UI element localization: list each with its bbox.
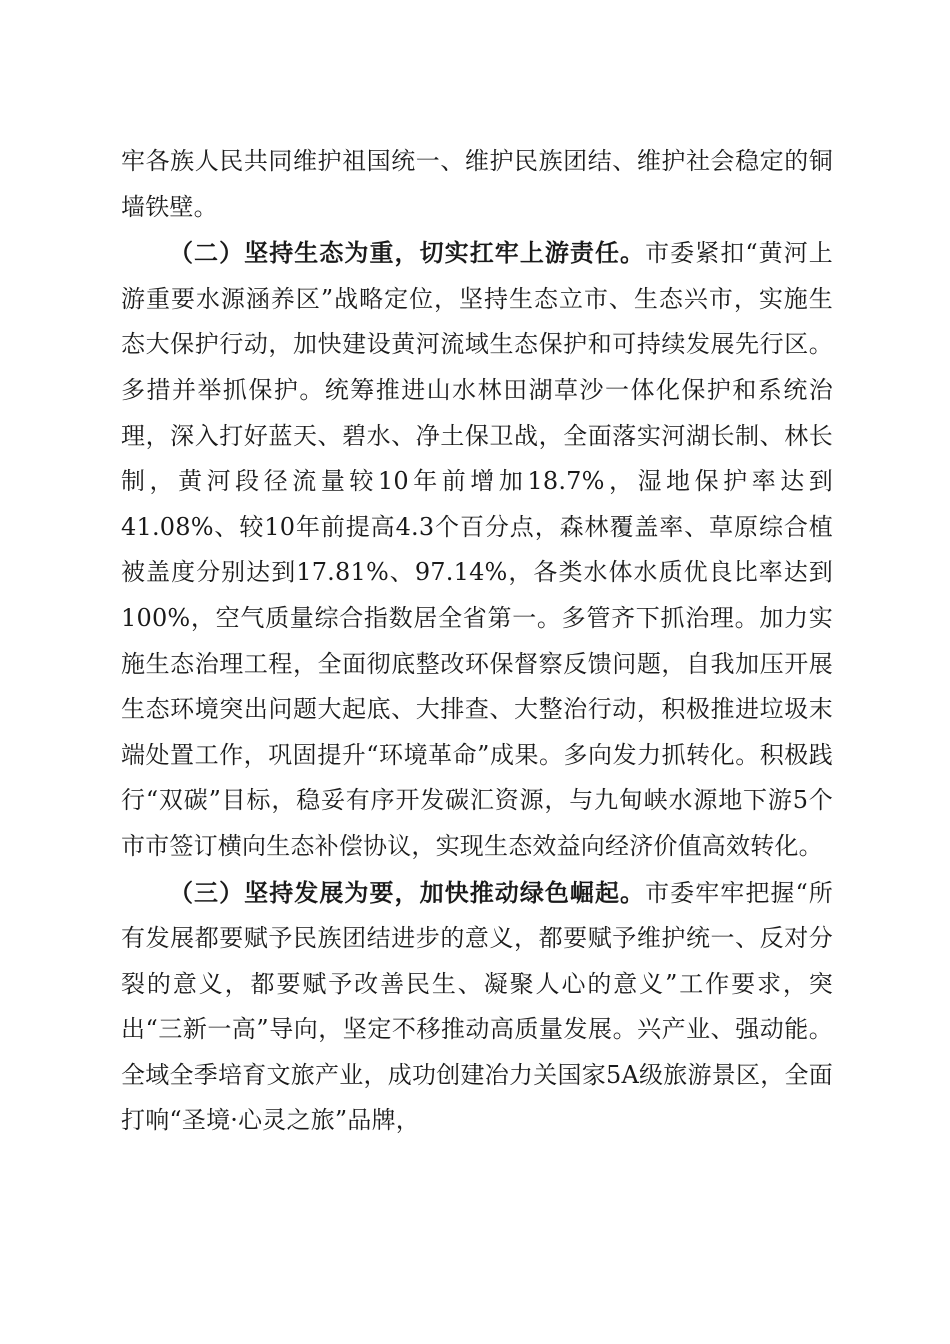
- paragraph-text: 市委牢牢把握“所有发展都要赋予民族团结进步的意义，都要赋予维护统一、反对分裂的意义，都要赋予改善民生、凝聚人心的意义”工作要求，突出“三新一高”导向，坚定不移推动高质量发展。兴产业、强动能。全域全季培育文旅产业，成功创建冶力关国家5A级旅游景区，全面打响“圣境·心灵之旅”品牌，: [121, 878, 833, 1135]
- section-heading-ecology: （二）坚持生态为重，切实扛牢上游责任。: [169, 238, 646, 268]
- paragraph-text: 牢各族人民共同维护祖国统一、维护民族团结、维护社会稳定的铜墙铁壁。: [121, 147, 833, 221]
- paragraph-text: 市委紧扣“黄河上游重要水源涵养区”战略定位，坚持生态立市、生态兴市，实施生态大保护行动，加快建设黄河流域生态保护和可持续发展先行区。多措并举抓保护。统筹推进山水林田湖草沙一体化保护和系统治理，深入打好蓝天、碧水、净土保卫战，全面落实河湖长制、林长制，黄河段径流量较10年前增加18.7%，湿地保护率达到41.08%、较10年前提高4.3个百分点，森林覆盖率、草原综合植被盖度分别达到17.81%、97.14%，各类水体水质优良比率达到100%，空气质量综合指数居全省第一。多管齐下抓治理。加力实施生态治理工程，全面彻底整改环保督察反馈问题，自我加压开展生态环境突出问题大起底、大排查、大整治行动，积极推进垃圾末端处置工作，巩固提升“环境革命”成果。多向发力抓转化。积极践行“双碳”目标，稳妥有序开发碳汇资源，与九甸峡水源地下游5个市市签订横向生态补偿协议，实现生态效益向经济价值高效转化。: [121, 239, 833, 860]
- section-heading-development: （三）坚持发展为要，加快推动绿色崛起。: [169, 877, 646, 907]
- paragraph-ecology: [121, 230, 833, 869]
- document-body: [121, 139, 833, 1144]
- paragraph-continuation: [121, 139, 833, 230]
- paragraph-development: [121, 870, 833, 1145]
